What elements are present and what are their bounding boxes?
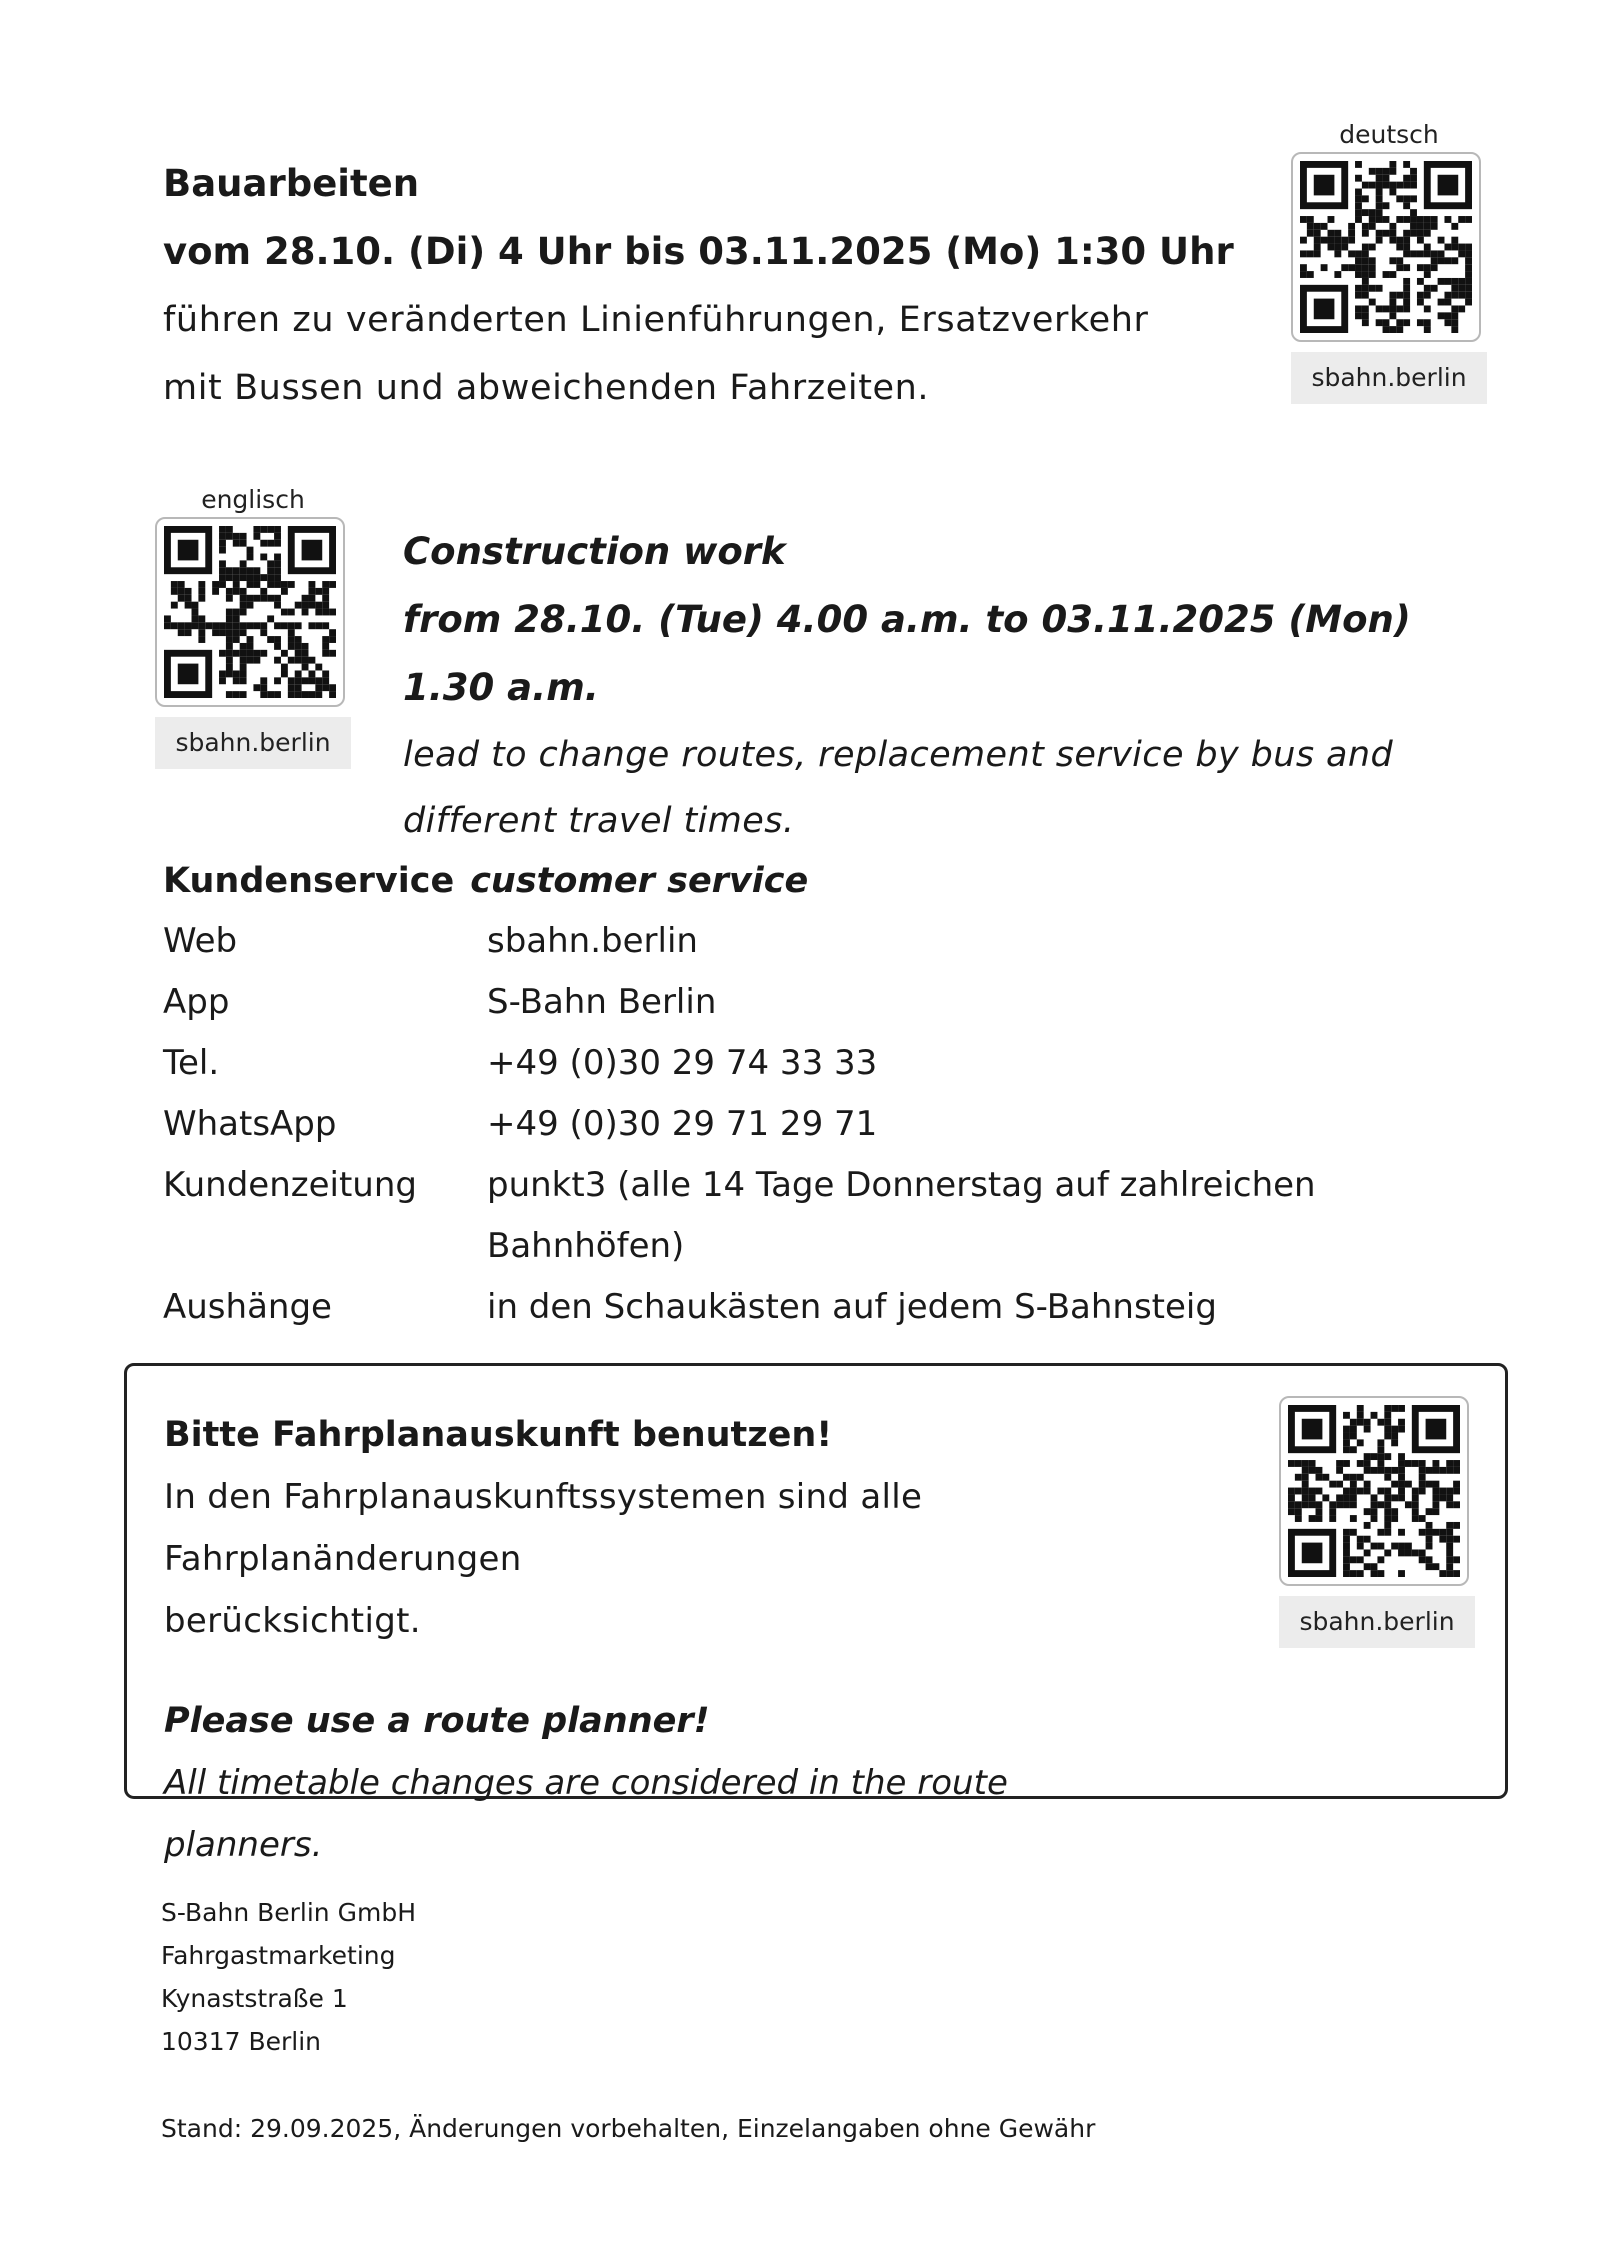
service-row-web [163,911,1463,972]
intro-german-line-1: führen zu veränderten Linienführungen, Ersatzverkehr [163,300,1149,340]
service-row-whatsapp [163,1094,1463,1155]
qr-caption: sbahn.berlin [1291,352,1487,404]
qr-language-label: deutsch [1339,120,1439,149]
intro-german-dates: vom 28.10. (Di) 4 Uhr bis 03.11.2025 (Mo) 1:30 Uhr [163,230,1234,273]
notice-body-german-2: berücksichtigt. [164,1601,421,1641]
intro-english-dates: from 28.10. (Tue) 4.00 a.m. to 03.11.2025 (Mon) 1.30 a.m. [403,598,1411,709]
address-company: S-Bahn Berlin GmbH [161,1898,416,1927]
service-row-phone [163,1033,1463,1094]
service-label: WhatsApp [163,1104,337,1144]
service-value-app: S-Bahn Berlin [487,982,717,1022]
service-row-app [163,972,1463,1033]
service-label: Aushänge [163,1287,332,1327]
service-label: Tel. [163,1043,220,1083]
service-label: Web [163,921,238,961]
qr-caption: sbahn.berlin [155,717,351,769]
qr-deutsch[interactable] [1291,118,1487,404]
intro-english-line-2: different travel times. [403,801,795,841]
service-value-notices: in den Schaukästen auf jedem S-Bahnsteig [487,1287,1217,1327]
address-street: Kynaststraße 1 [161,1984,348,2013]
qr-code-icon [1288,1405,1460,1577]
qr-englisch[interactable] [155,483,351,769]
service-value-phone[interactable]: +49 (0)30 29 74 33 33 [487,1043,878,1083]
status-footer: Stand: 29.09.2025, Änderungen vorbehalten, Einzelangaben ohne Gewähr [161,2114,1096,2143]
intro-english-line-1: lead to change routes, replacement service by bus and [403,735,1394,775]
qr-code-icon [1300,161,1472,333]
service-value-newspaper: punkt3 (alle 14 Tage Donnerstag auf zahlreichen Bahnhöfen) [487,1165,1316,1266]
service-value-whatsapp[interactable]: +49 (0)30 29 71 29 71 [487,1104,878,1144]
address-city: 10317 Berlin [161,2027,322,2056]
notice-body-german-1: In den Fahrplanauskunftssystemen sind alle Fahrplanänderungen [164,1477,923,1579]
intro-german [163,150,1243,422]
intro-english [403,518,1453,854]
heading-german: Kundenservice [163,861,455,901]
qr-caption: sbahn.berlin [1279,1596,1475,1648]
qr-route-planner[interactable] [1279,1396,1475,1648]
notice-title-english: Please use a route planner! [164,1701,710,1741]
service-row-notices [163,1277,1463,1338]
notice-body-english: All timetable changes are considered in the route planners. [164,1763,1008,1865]
intro-english-title: Construction work [403,530,786,573]
publisher-address [161,1891,416,2063]
intro-german-line-2: mit Bussen und abweichenden Fahrzeiten. [163,368,930,408]
service-label: Kundenzeitung [163,1165,417,1205]
heading-english: customer service [470,861,809,901]
qr-code-icon [164,526,336,698]
qr-language-label: englisch [201,485,305,514]
service-label: App [163,982,230,1022]
address-department: Fahrgastmarketing [161,1941,396,1970]
route-planner-notice [124,1363,1508,1865]
customer-service [163,851,1463,1338]
service-value-web[interactable]: sbahn.berlin [487,921,698,961]
service-row-newspaper [163,1155,1463,1277]
notice-title-german: Bitte Fahrplanauskunft benutzen! [164,1415,833,1455]
customer-service-heading [163,851,1463,911]
intro-german-title: Bauarbeiten [163,162,420,205]
